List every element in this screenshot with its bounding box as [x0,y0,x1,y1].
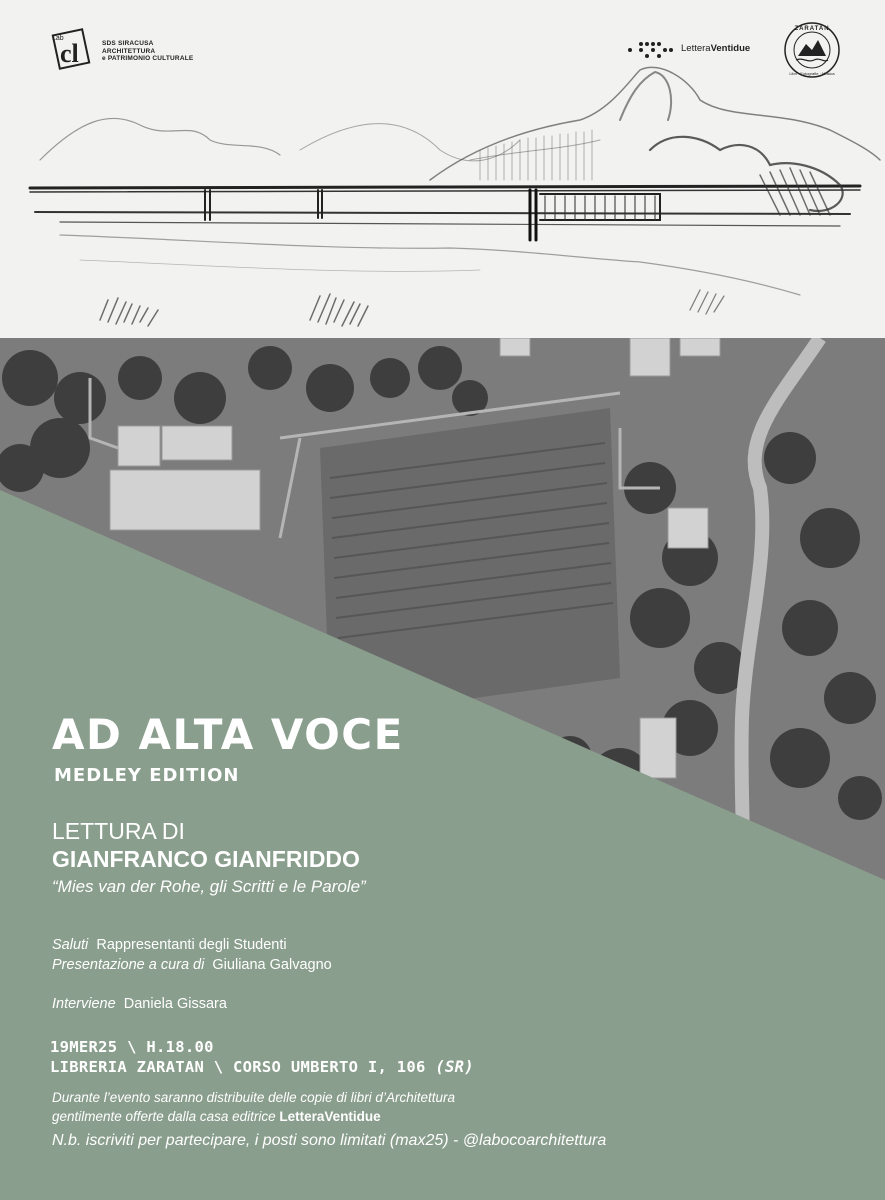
laboco-line-3: e PATRIMONIO CULTURALE [102,55,194,62]
laboco-text [102,40,252,63]
work-title: “Mies van der Rohe, gli Scritti e le Parole” [52,877,366,896]
zaratan-name: ZARATAN [794,26,830,32]
laboco-mark-top: Lab [52,35,64,42]
event-title: AD ALTA VOCE [52,710,404,759]
laboco-mark-letters: cl [60,39,79,68]
publisher-name-light: Lettera [681,43,711,54]
greetings-value: Rappresentanti degli Studenti [96,937,287,953]
venue-name: LIBRERIA ZARATAN [50,1058,205,1076]
books-note [52,1088,455,1126]
books-note-line-2 [52,1107,455,1126]
registration-note: N.b. iscriviti per partecipare, i posti sono limitati (max25) - @labocoarchitettura [52,1132,607,1149]
venue-street: CORSO UMBERTO I, 106 [233,1058,426,1076]
laboco-mark-icon [50,28,94,72]
reading-label: LETTURA DI [52,818,185,844]
event-time: H.18.00 [146,1038,214,1056]
venue-address [50,1058,474,1076]
event-date: 19MER25 [50,1038,118,1056]
books-note-line-2-text: gentilmente offerte dalla casa editrice [52,1109,276,1124]
presentation-label: Presentazione a cura di [52,957,205,973]
laboco-logo [50,28,250,76]
letteraventidue-logo [627,38,767,62]
intervention-label: Interviene [52,996,116,1012]
event-subtitle: MEDLEY EDITION [54,765,240,786]
letteraventidue-dots-icon [627,40,677,60]
zaratan-tagline: Libri · Fotografie · Musica [789,71,835,76]
intervention-value: Daniela Gissara [123,996,227,1012]
laboco-line-2: ARCHITETTURA [102,47,156,55]
speaker-name: GIANFRANCO GIANFRIDDO [52,846,360,872]
presentation-value: Giuliana Galvagno [212,957,332,973]
greetings-label: Saluti [52,937,89,953]
presentation-line [52,957,332,973]
books-note-line-1: Durante l’evento saranno distribuite delle copie di libri d’Architettura [52,1090,455,1105]
zaratan-logo [782,20,842,80]
books-note-publisher: LetteraVentidue [279,1109,381,1124]
zaratan-emblem-icon [782,20,842,80]
date-separator: \ [127,1038,137,1056]
venue-city: (SR) [435,1058,474,1076]
intervention-line [52,996,227,1012]
date-time [50,1038,214,1056]
laboco-line-1: SDS SIRACUSA [102,40,154,47]
publisher-name-bold: Ventidue [710,43,751,54]
venue-separator: \ [213,1058,224,1076]
greetings-line [52,937,287,953]
letteraventidue-name [681,43,750,54]
